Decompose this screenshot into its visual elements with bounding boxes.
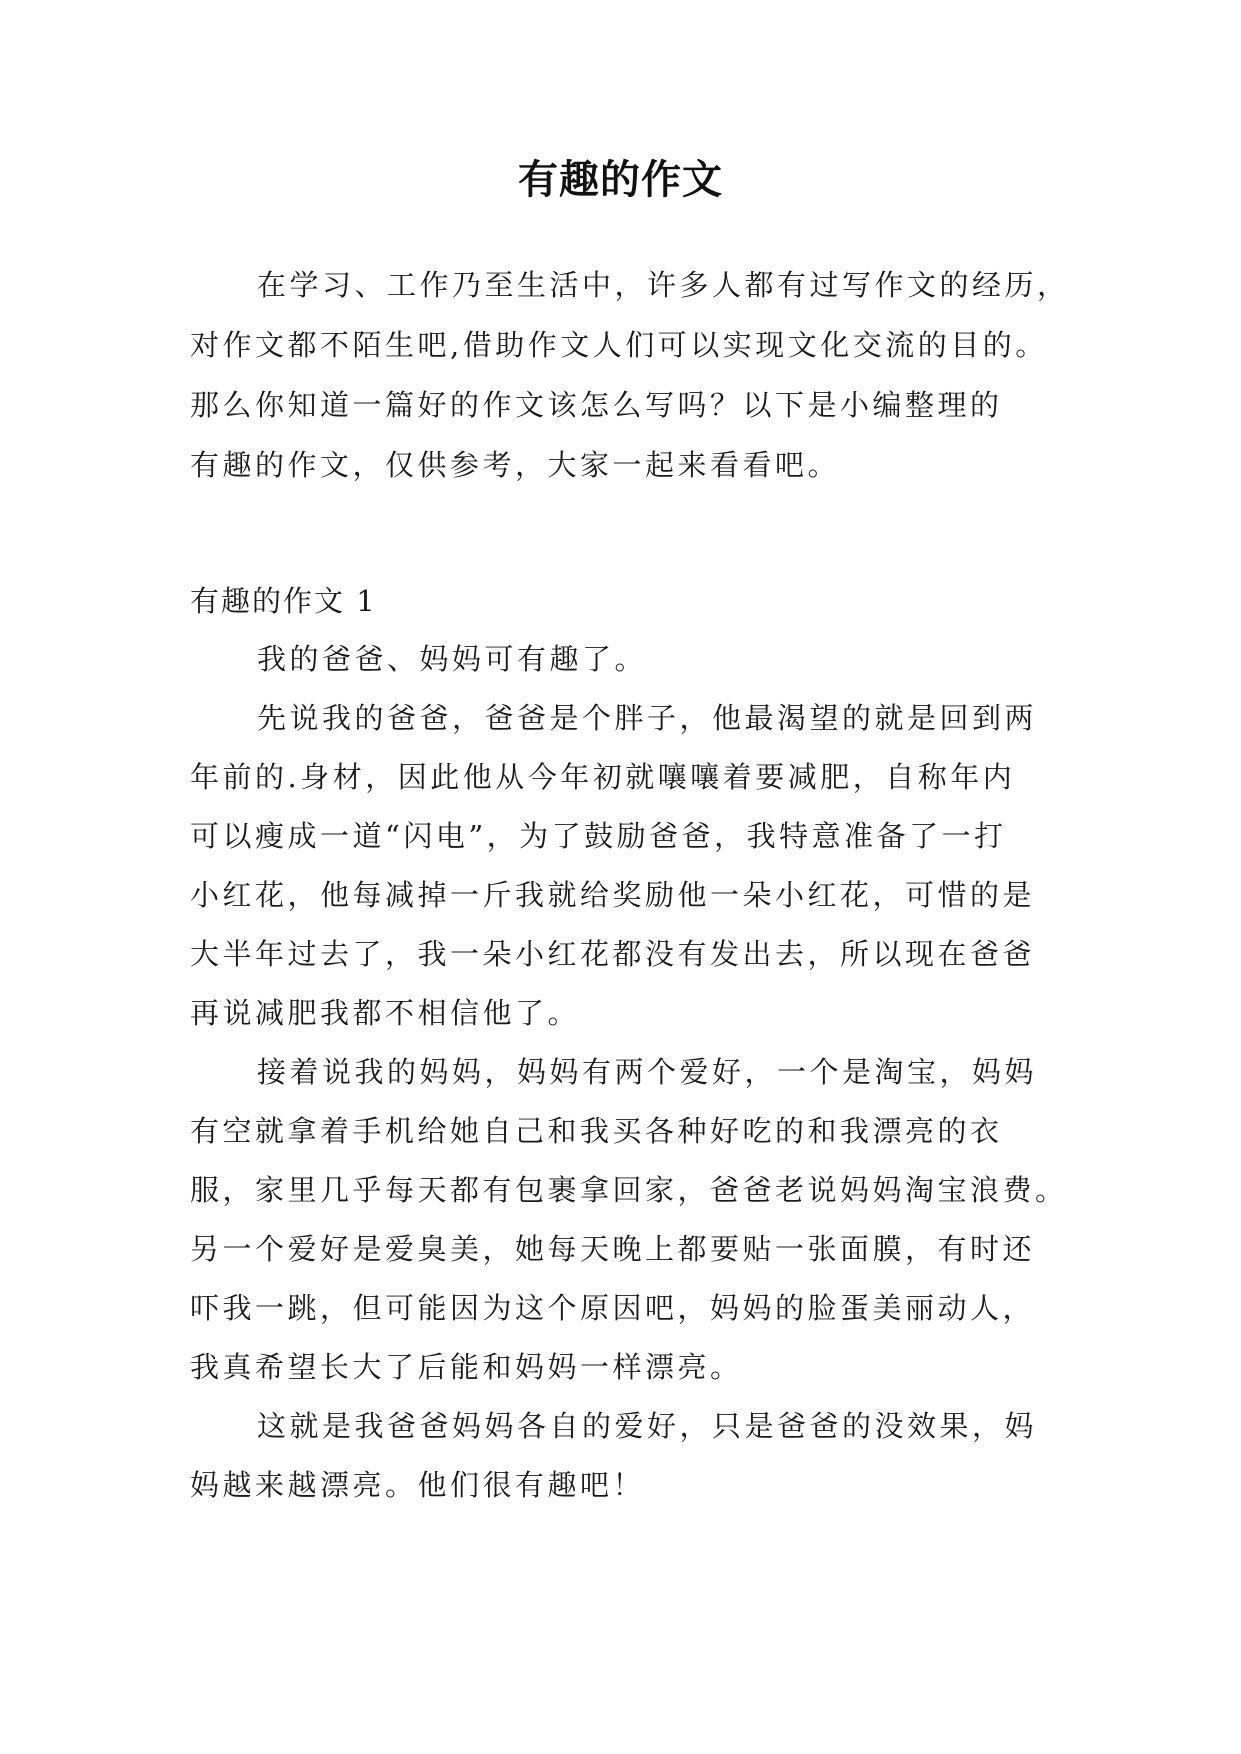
paragraph1-line-1: 我的爸爸、妈妈可有趣了。 [257, 642, 648, 676]
paragraph3-line-6: 我真希望长大了后能和妈妈一样漂亮。 [190, 1350, 743, 1384]
paragraph2-line-5: 大半年过去了，我一朵小红花都没有发出去，所以现在爸爸 [190, 937, 1036, 971]
paragraph2-line-4: 小红花，他每减掉一斤我就给奖励他一朵小红花，可惜的是 [190, 878, 1036, 912]
paragraph3-line-4: 另一个爱好是爱臭美，她每天晚上都要贴一张面膜，有时还 [190, 1232, 1036, 1266]
paragraph2-line-1: 先说我的爸爸，爸爸是个胖子，他最渴望的就是回到两 [257, 701, 1038, 735]
paragraph3-line-1: 接着说我的妈妈，妈妈有两个爱好，一个是淘宝，妈妈 [257, 1055, 1038, 1089]
paragraph2-line-2: 年前的.身材，因此他从今年初就嚷嚷着要减肥，自称年内 [190, 760, 1016, 794]
section-heading: 有趣的作文 1 [190, 584, 377, 618]
paragraph3-line-2: 有空就拿着手机给她自己和我买各种好吃的和我漂亮的衣 [190, 1114, 1003, 1148]
paragraph3-line-3: 服，家里几乎每天都有包裹拿回家，爸爸老说妈妈淘宝浪费。 [190, 1173, 1068, 1207]
paragraph2-line-6: 再说减肥我都不相信他了。 [190, 996, 581, 1030]
intro-line-3: 那么你知道一篇好的作文该怎么写吗？以下是小编整理的 [190, 388, 1003, 422]
intro-line-4: 有趣的作文，仅供参考，大家一起来看看吧。 [190, 448, 841, 482]
document-title: 有趣的作文 [518, 157, 723, 203]
intro-line-2: 对作文都不陌生吧,借助作文人们可以实现文化交流的目的。 [190, 328, 1048, 362]
paragraph4-line-1: 这就是我爸爸妈妈各自的爱好，只是爸爸的没效果，妈 [257, 1409, 1038, 1443]
paragraph4-line-2: 妈越来越漂亮。他们很有趣吧！ [190, 1468, 646, 1502]
intro-line-1: 在学习、工作乃至生活中，许多人都有过写作文的经历， [257, 268, 1070, 302]
paragraph2-line-3: 可以瘦成一道“闪电”，为了鼓励爸爸，我特意准备了一打 [190, 819, 1007, 853]
paragraph3-line-5: 吓我一跳，但可能因为这个原因吧，妈妈的脸蛋美丽动人， [190, 1291, 1036, 1325]
